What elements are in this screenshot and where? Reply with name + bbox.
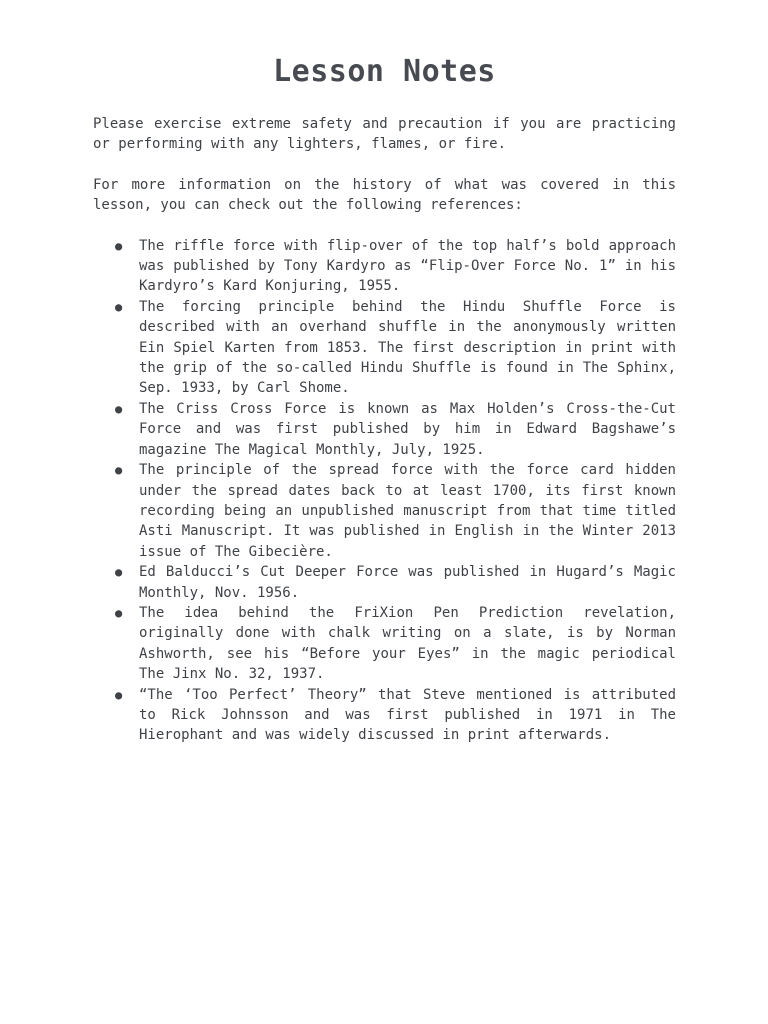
bullet-icon: ● <box>115 463 123 478</box>
bullet-icon: ● <box>115 238 123 253</box>
bullet-icon: ● <box>115 299 123 314</box>
list-item <box>115 236 676 297</box>
safety-paragraph: Please exercise extreme safety and precaution if you are practicing or performing with any lighters, flames, or fire. <box>93 116 676 153</box>
reference-text: The Criss Cross Force is known as Max Holden’s Cross-the-Cut Force and was first published by him in Edward Bagshawe’s magazine The Magical Monthly, July, 1925. <box>139 400 676 458</box>
page-title: Lesson Notes <box>273 54 496 89</box>
list-item <box>115 297 676 399</box>
reference-text: Ed Balducci’s Cut Deeper Force was published in Hugard’s Magic Monthly, Nov. 1956. <box>139 564 676 601</box>
list-item <box>115 460 676 562</box>
list-item <box>115 562 676 603</box>
bullet-icon: ● <box>115 565 123 580</box>
bullet-icon: ● <box>115 687 123 702</box>
list-item <box>115 603 676 685</box>
reference-text: The idea behind the FriXion Pen Prediction revelation, originally done with chalk writing on a slate, is by Norman Ashworth, see his “Before your Eyes” in the magic periodical The Jinx No. 32, 1937. <box>139 604 676 683</box>
references-list <box>93 236 676 746</box>
reference-text: The principle of the spread force with the force card hidden under the spread dates back to at least 1700, its first known recording being an unpublished manuscript from that time titled Asti Manuscript. It was published in English in the Winter 2013 issue of The Gibecière. <box>139 462 676 560</box>
list-item <box>115 685 676 746</box>
list-item <box>115 399 676 460</box>
reference-text: The forcing principle behind the Hindu Shuffle Force is described with an overhand shuffle in the anonymously written Ein Spiel Karten from 1853. The first description in print with the grip of the so-called Hindu Shuffle is found in The Sphinx, Sep. 1933, by Carl Shome. <box>139 298 676 397</box>
bullet-icon: ● <box>115 605 123 620</box>
reference-text: The riffle force with flip-over of the top half’s bold approach was published by Tony Kardyro as “Flip-Over Force No. 1” in his Kardyro’s Kard Konjuring, 1955. <box>139 237 676 295</box>
reference-text: “The ‘Too Perfect’ Theory” that Steve mentioned is attributed to Rick Johnsson and was first published in 1971 in The Hierophant and was widely discussed in print afterwards. <box>139 686 676 744</box>
references-intro-paragraph: For more information on the history of what was covered in this lesson, you can check out the following references: <box>93 176 676 214</box>
bullet-icon: ● <box>115 401 123 416</box>
